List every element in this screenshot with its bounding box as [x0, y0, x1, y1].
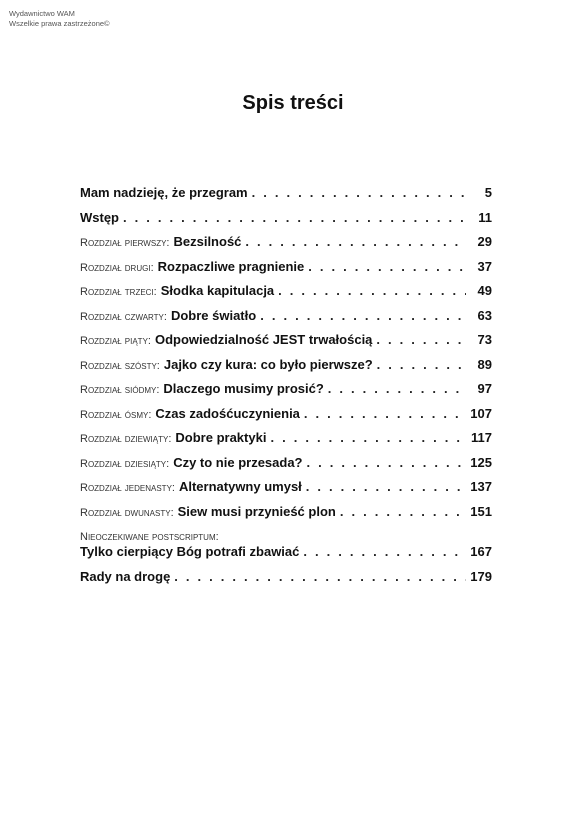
page-number: 11 — [478, 209, 492, 225]
toc-entry[interactable] — [80, 430, 492, 455]
dot-leader — [376, 332, 466, 347]
entry-title: Tylko cierpiący Bóg potrafi zbawiać — [80, 544, 300, 559]
postscript-entries — [80, 544, 492, 593]
chapter-label-colon: : — [150, 261, 154, 274]
entry-title: Odpowiedzialność JEST trwałością — [154, 332, 373, 347]
dot-leader — [307, 455, 467, 470]
page-number: 97 — [477, 381, 492, 396]
entry-title: Jajko czy kura: co było pierwsze? — [163, 356, 373, 372]
toc-entry[interactable] — [80, 283, 492, 308]
toc-entry[interactable] — [80, 504, 492, 529]
toc-entry[interactable] — [80, 210, 492, 235]
entry-title: Czas zadośćuczynienia — [155, 405, 300, 421]
toc-entries — [80, 185, 492, 528]
dot-leader — [123, 210, 466, 225]
chapter-label: Rozdział drugi — [80, 261, 151, 274]
dot-leader — [303, 544, 466, 559]
chapter-label-colon: : — [168, 433, 172, 445]
toc-entry[interactable] — [80, 455, 492, 480]
chapter-label: Rozdział dziesiąty — [80, 457, 167, 470]
page-number: 179 — [470, 568, 492, 584]
chapter-label: Rozdział pierwszy — [80, 237, 167, 249]
entry-title: Dobre praktyki — [175, 430, 267, 445]
dot-leader — [245, 234, 466, 249]
toc-entry[interactable] — [80, 357, 492, 382]
page-number: 137 — [470, 479, 492, 494]
copyright-notice: Wszelkie prawa zastrzeżone© — [9, 19, 110, 28]
page-number: 63 — [477, 307, 492, 323]
toc-entry[interactable] — [80, 406, 492, 431]
dot-leader — [278, 283, 466, 298]
page-number: 89 — [477, 356, 492, 372]
page-number: 73 — [477, 332, 492, 347]
publisher-name: Wydawnictwo WAM — [9, 9, 75, 18]
toc-entry[interactable] — [80, 185, 492, 210]
page-number: 167 — [470, 544, 492, 559]
postscript-header: Nieoczekiwane postscriptum: — [80, 531, 219, 543]
chapter-label: Rozdział siódmy — [80, 384, 157, 396]
chapter-label: Rozdział jedenasty — [80, 482, 172, 494]
chapter-label-colon: : — [163, 310, 167, 323]
entry-title: Bezsilność — [173, 234, 242, 249]
page-number: 49 — [477, 283, 492, 298]
chapter-label: Rozdział ósmy — [80, 408, 149, 421]
entry-title: Rady na drogę — [80, 568, 171, 584]
chapter-label-colon: : — [170, 506, 174, 519]
dot-leader — [260, 308, 466, 323]
entry-title: Rozpaczliwe pragnienie — [157, 258, 305, 274]
page-number: 29 — [477, 234, 492, 249]
publisher-notice — [9, 9, 110, 29]
page-title: Spis treści — [242, 92, 344, 114]
dot-leader — [304, 406, 466, 421]
page-number: 5 — [484, 185, 492, 200]
chapter-label-colon: : — [166, 457, 170, 470]
entry-title: Dobre światło — [170, 307, 257, 323]
dot-leader — [328, 381, 466, 396]
chapter-label: Rozdział dziewiąty — [80, 433, 169, 445]
toc-entry[interactable] — [80, 544, 492, 569]
chapter-label-colon: : — [153, 286, 157, 298]
page-number: 117 — [471, 430, 492, 445]
chapter-label-colon: : — [148, 408, 152, 421]
page-number: 107 — [470, 405, 492, 421]
chapter-label-colon: : — [156, 359, 160, 372]
chapter-label: Rozdział czwarty — [80, 310, 164, 323]
table-of-contents — [80, 185, 492, 593]
dot-leader — [308, 259, 466, 274]
chapter-label: Rozdział trzeci — [80, 286, 154, 298]
entry-title: Mam nadzieję, że przegram — [80, 185, 248, 200]
dot-leader — [174, 569, 466, 584]
entry-title: Czy to nie przesada? — [173, 454, 303, 470]
chapter-label-colon: : — [156, 384, 160, 396]
dot-leader — [340, 504, 466, 519]
toc-entry[interactable] — [80, 381, 492, 406]
page-number: 151 — [470, 503, 492, 519]
dot-leader — [252, 185, 466, 200]
toc-entry[interactable] — [80, 308, 492, 333]
entry-title: Dlaczego musimy prosić? — [163, 381, 324, 396]
page-number: 125 — [470, 454, 492, 470]
chapter-label: Rozdział szósty — [80, 359, 157, 372]
dot-leader — [377, 357, 466, 372]
toc-entry[interactable] — [80, 234, 492, 259]
page-number: 37 — [477, 258, 492, 274]
entry-title: Słodka kapitulacja — [160, 283, 275, 298]
entry-title: Siew musi przynieść plon — [177, 503, 336, 519]
chapter-label: Rozdział piąty — [80, 335, 148, 347]
chapter-label: Rozdział dwunasty — [80, 506, 171, 519]
toc-entry[interactable] — [80, 479, 492, 504]
entry-title: Alternatywny umysł — [178, 479, 302, 494]
dot-leader — [270, 430, 466, 445]
dot-leader — [306, 479, 466, 494]
entry-title: Wstęp — [80, 209, 119, 225]
toc-entry[interactable] — [80, 332, 492, 357]
toc-entry[interactable] — [80, 569, 492, 594]
toc-entry[interactable] — [80, 259, 492, 284]
chapter-label-colon: : — [147, 335, 151, 347]
chapter-label-colon: : — [171, 482, 175, 494]
chapter-label-colon: : — [166, 237, 170, 249]
